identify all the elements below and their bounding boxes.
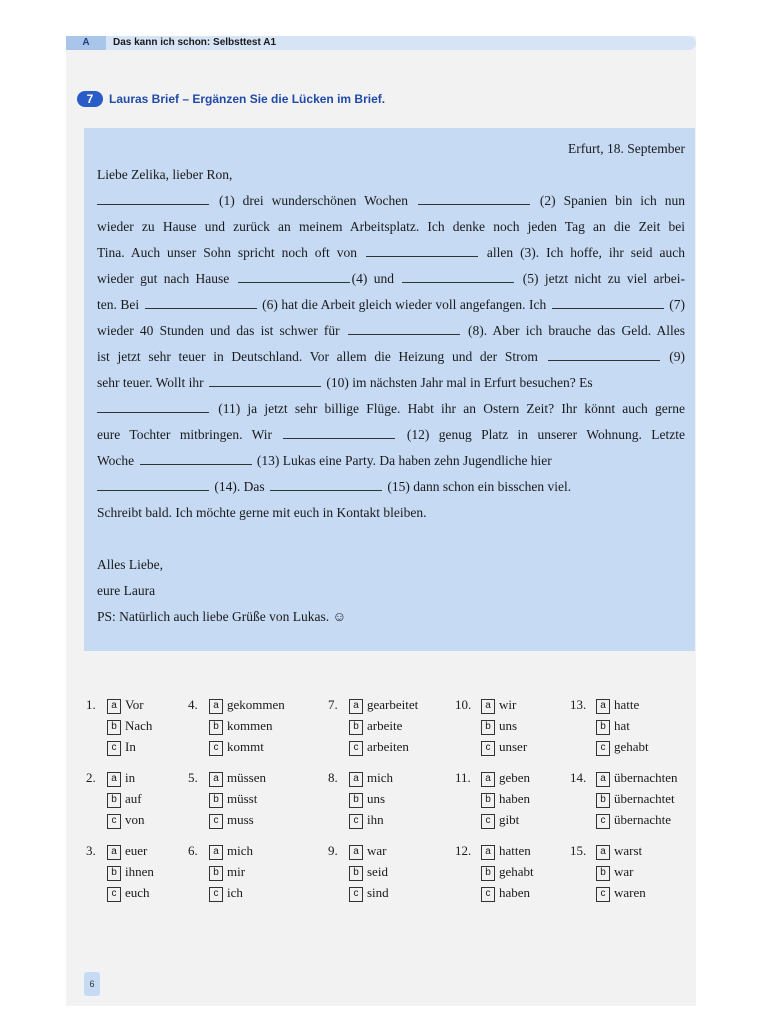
option-label: übernachtet (614, 791, 675, 806)
option-b[interactable] (349, 715, 402, 736)
option-letter-box[interactable]: b (107, 793, 121, 808)
option-b[interactable] (481, 788, 530, 809)
option-b[interactable] (349, 861, 388, 882)
option-label: ihn (367, 812, 384, 827)
option-label: euer (125, 843, 148, 858)
option-letter-box[interactable]: b (107, 866, 121, 881)
letter-line (97, 370, 685, 396)
letter-text-segment: (11) ja jetzt sehr billige Flüge. Habt ihr an Ostern Zeit? Ihr könnt auch gerne (211, 401, 685, 416)
option-label: haben (499, 791, 531, 806)
option-a[interactable] (349, 694, 418, 715)
option-c[interactable] (349, 809, 384, 830)
option-label: arbeite (367, 718, 403, 733)
option-a[interactable] (209, 767, 266, 788)
question-number: 5. (188, 770, 198, 785)
option-letter-box[interactable]: c (209, 814, 223, 829)
option-letter-box[interactable]: a (209, 699, 223, 714)
option-c[interactable] (481, 809, 519, 830)
option-letter-box[interactable]: a (107, 845, 121, 860)
option-a[interactable] (209, 694, 285, 715)
question-number: 2. (86, 770, 96, 785)
option-letter-box[interactable]: a (481, 699, 495, 714)
option-c[interactable] (107, 736, 136, 757)
option-label: uns (499, 718, 518, 733)
option-label: hatte (614, 697, 640, 712)
question-11 (455, 767, 585, 830)
letter-text-segment: sehr teuer. Wollt ihr (97, 375, 208, 390)
question-number: 1. (86, 697, 96, 712)
option-a[interactable] (596, 694, 639, 715)
option-label: auf (125, 791, 142, 806)
option-c[interactable] (596, 809, 671, 830)
option-label: gibt (499, 812, 520, 827)
letter-text-segment: (5) jetzt nicht zu viel arbei- (516, 271, 685, 286)
option-letter-box[interactable]: c (107, 814, 121, 829)
section-label: A (66, 36, 106, 50)
option-label: übernachten (614, 770, 678, 785)
letter-text-segment: (4) und (351, 271, 401, 286)
blank-gap[interactable] (552, 296, 664, 309)
letter-text-segment: ist jetzt sehr teuer in Deutschland. Vor allem die Heizung und der Strom (97, 349, 546, 364)
option-label: mich (227, 843, 253, 858)
option-c[interactable] (209, 809, 254, 830)
option-label: unser (499, 739, 528, 754)
option-letter-box[interactable]: b (481, 720, 495, 735)
option-letter-box[interactable]: c (209, 741, 223, 756)
blank-gap[interactable] (97, 192, 209, 205)
option-letter-box[interactable]: a (481, 845, 495, 860)
option-label: haben (499, 885, 531, 900)
option-c[interactable] (481, 736, 527, 757)
option-letter-box[interactable]: c (596, 741, 610, 756)
option-b[interactable] (481, 861, 534, 882)
option-label: Nach (125, 718, 153, 733)
letter-text-segment: Woche (97, 453, 138, 468)
letter-line (97, 344, 685, 370)
letter-text-segment: wieder 40 Stunden und das ist schwer für (97, 323, 346, 338)
question-13 (570, 694, 700, 757)
option-label: gearbeitet (367, 697, 419, 712)
option-label: ich (227, 885, 243, 900)
option-label: in (125, 770, 136, 785)
option-letter-box[interactable]: c (209, 887, 223, 902)
letter-date: Erfurt, 18. September (568, 141, 685, 156)
option-b[interactable] (209, 788, 257, 809)
option-letter-box[interactable]: c (349, 887, 363, 902)
blank-gap[interactable] (418, 192, 530, 205)
option-letter-box[interactable]: b (481, 793, 495, 808)
option-label: mich (367, 770, 393, 785)
option-letter-box[interactable]: b (209, 866, 223, 881)
question-10 (455, 694, 585, 757)
option-label: uns (367, 791, 386, 806)
option-label: arbeiten (367, 739, 409, 754)
question-15 (570, 840, 700, 903)
question-7 (328, 694, 453, 757)
letter-line (97, 240, 685, 266)
blank-gap[interactable] (238, 270, 350, 283)
letter-closing: Alles Liebe, (97, 557, 163, 572)
letter-text-segment: (14). Das (211, 479, 268, 494)
option-label: Vor (125, 697, 144, 712)
option-label: gehabt (614, 739, 649, 754)
letter-text-segment: (15) dann schon ein bisschen viel. (384, 479, 572, 494)
option-letter-box[interactable]: c (349, 741, 363, 756)
blank-gap[interactable] (97, 478, 209, 491)
option-a[interactable] (481, 694, 516, 715)
option-label: In (125, 739, 136, 754)
blank-gap[interactable] (140, 452, 252, 465)
option-a[interactable] (481, 767, 530, 788)
question-number: 6. (188, 843, 198, 858)
letter-line (97, 448, 685, 474)
letter-body (97, 188, 685, 526)
option-letter-box[interactable]: b (596, 720, 610, 735)
option-a[interactable] (107, 767, 135, 788)
option-a[interactable] (596, 840, 642, 861)
option-letter-box[interactable]: a (209, 845, 223, 860)
letter-text-segment: (13) Lukas eine Party. Da haben zehn Jugendliche hier (253, 453, 552, 468)
option-label: müsst (227, 791, 258, 806)
letter-line (97, 474, 685, 500)
option-letter-box[interactable]: a (596, 699, 610, 714)
question-number: 9. (328, 843, 338, 858)
option-b[interactable] (596, 715, 630, 736)
option-label: geben (499, 770, 531, 785)
option-letter-box[interactable]: c (481, 887, 495, 902)
option-a[interactable] (209, 840, 253, 861)
option-letter-box[interactable]: c (596, 887, 610, 902)
option-c[interactable] (107, 809, 145, 830)
option-c[interactable] (107, 882, 150, 903)
option-letter-box[interactable]: b (209, 793, 223, 808)
option-label: mir (227, 864, 246, 879)
question-6 (188, 840, 313, 903)
letter-text-segment: (2) Spanien bin ich nun (531, 193, 685, 208)
task-heading (77, 90, 385, 108)
option-label: ihnen (125, 864, 154, 879)
blank-gap[interactable] (270, 478, 382, 491)
option-b[interactable] (596, 861, 634, 882)
option-letter-box[interactable]: a (209, 772, 223, 787)
letter-line (97, 214, 685, 240)
question-number: 12. (455, 843, 472, 858)
option-b[interactable] (209, 715, 273, 736)
question-number: 14. (570, 770, 587, 785)
option-letter-box[interactable]: a (349, 772, 363, 787)
task-number-badge: 7 (77, 91, 103, 107)
option-letter-box[interactable]: c (107, 741, 121, 756)
question-4 (188, 694, 313, 757)
letter-salutation: Liebe Zelika, lieber Ron, (97, 167, 233, 182)
option-b[interactable] (596, 788, 675, 809)
letter-text-segment: (10) im nächsten Jahr mal in Erfurt besuchen? Es (323, 375, 593, 390)
option-label: sind (367, 885, 389, 900)
option-label: von (125, 812, 145, 827)
header-title: Das kann ich schon: Selbsttest A1 (113, 37, 277, 48)
question-number: 8. (328, 770, 338, 785)
blank-gap[interactable] (97, 400, 209, 413)
letter-signature: eure Laura (97, 583, 156, 598)
question-number: 11. (455, 770, 471, 785)
option-letter-box[interactable]: b (481, 866, 495, 881)
task-title: Lauras Brief – Ergänzen Sie die Lücken im Brief. (109, 92, 386, 106)
question-number: 7. (328, 697, 338, 712)
letter-text-segment: wieder gut nach Hause (97, 271, 236, 286)
letter-ps: PS: Natürlich auch liebe Grüße von Lukas. ☺ (97, 609, 347, 624)
letter-text-segment: eure Tochter mitbringen. Wir (97, 427, 282, 442)
option-letter-box[interactable]: c (481, 741, 495, 756)
option-label: euch (125, 885, 150, 900)
option-letter-box[interactable]: b (209, 720, 223, 735)
option-b[interactable] (349, 788, 385, 809)
option-label: warst (614, 843, 643, 858)
option-letter-box[interactable]: a (481, 772, 495, 787)
option-letter-box[interactable]: c (596, 814, 610, 829)
option-letter-box[interactable]: b (349, 720, 363, 735)
question-number: 3. (86, 843, 96, 858)
option-label: war (367, 843, 387, 858)
letter-text-segment: ten. Bei (97, 297, 143, 312)
option-c[interactable] (481, 882, 530, 903)
option-letter-box[interactable]: b (349, 793, 363, 808)
letter-text-segment: (6) hat die Arbeit gleich wieder voll angefangen. Ich (258, 297, 550, 312)
question-12 (455, 840, 585, 903)
option-b[interactable] (107, 861, 154, 882)
option-letter-box[interactable]: a (349, 845, 363, 860)
question-14 (570, 767, 700, 830)
question-number: 15. (570, 843, 587, 858)
option-letter-box[interactable]: b (349, 866, 363, 881)
option-letter-box[interactable]: b (107, 720, 121, 735)
blank-gap[interactable] (145, 296, 257, 309)
letter-text-segment: Schreibt bald. Ich möchte gerne mit euch in Kontakt bleiben. (97, 505, 427, 520)
letter-text-segment: Tina. Auch unser Sohn spricht noch oft von (97, 245, 364, 260)
blank-gap[interactable] (348, 322, 460, 335)
question-5 (188, 767, 313, 830)
option-label: gekommen (227, 697, 285, 712)
letter-text-segment: (1) drei wunderschönen Wochen (211, 193, 416, 208)
option-letter-box[interactable]: c (349, 814, 363, 829)
option-a[interactable] (349, 840, 387, 861)
question-9 (328, 840, 453, 903)
option-label: kommen (227, 718, 273, 733)
option-c[interactable] (209, 882, 243, 903)
option-letter-box[interactable]: c (481, 814, 495, 829)
option-a[interactable] (596, 767, 678, 788)
option-label: waren (614, 885, 646, 900)
letter-line (97, 188, 685, 214)
option-letter-box[interactable]: a (349, 699, 363, 714)
option-label: muss (227, 812, 254, 827)
option-label: hatten (499, 843, 531, 858)
option-letter-box[interactable]: b (596, 866, 610, 881)
page-number: 6 (84, 972, 100, 996)
option-label: seid (367, 864, 388, 879)
option-a[interactable] (107, 840, 147, 861)
question-number: 10. (455, 697, 472, 712)
letter-line (97, 266, 685, 292)
option-b[interactable] (107, 788, 142, 809)
question-number: 13. (570, 697, 587, 712)
option-label: hat (614, 718, 630, 733)
blank-gap[interactable] (283, 426, 395, 439)
letter-line (97, 396, 685, 422)
option-letter-box[interactable]: a (596, 845, 610, 860)
option-letter-box[interactable]: a (596, 772, 610, 787)
option-letter-box[interactable]: c (107, 887, 121, 902)
option-label: übernachte (614, 812, 672, 827)
option-letter-box[interactable]: a (107, 699, 121, 714)
option-c[interactable] (349, 736, 409, 757)
option-a[interactable] (481, 840, 531, 861)
blank-gap[interactable] (366, 244, 478, 257)
question-8 (328, 767, 453, 830)
option-b[interactable] (481, 715, 517, 736)
option-label: wir (499, 697, 517, 712)
option-label: gehabt (499, 864, 534, 879)
letter-line (97, 318, 685, 344)
option-a[interactable] (349, 767, 393, 788)
option-letter-box[interactable]: a (107, 772, 121, 787)
option-c[interactable] (596, 882, 646, 903)
option-label: war (614, 864, 634, 879)
letter-text-segment: (7) (665, 297, 685, 312)
option-label: müssen (227, 770, 266, 785)
blank-gap[interactable] (402, 270, 514, 283)
letter-line (97, 422, 685, 448)
option-c[interactable] (349, 882, 389, 903)
option-label: kommt (227, 739, 264, 754)
letter-line (97, 292, 685, 318)
letter-line (97, 500, 685, 526)
option-c[interactable] (209, 736, 264, 757)
letter-text-segment: (9) (661, 349, 685, 364)
option-b[interactable] (209, 861, 245, 882)
question-number: 4. (188, 697, 198, 712)
option-b[interactable] (107, 715, 152, 736)
letter-text-segment: wieder zu Hause und zurück an meinem Arbeitsplatz. Ich denke noch jeden Tag an die Zeit bei (97, 219, 685, 234)
blank-gap[interactable] (209, 374, 321, 387)
spacer (97, 526, 685, 552)
option-c[interactable] (596, 736, 649, 757)
blank-gap[interactable] (548, 348, 660, 361)
letter-text-segment: (8). Aber ich brauche das Geld. Alles (461, 323, 685, 338)
letter-text-segment: allen (3). Ich hoffe, ihr seid auch (479, 245, 685, 260)
option-letter-box[interactable]: b (596, 793, 610, 808)
letter-text (97, 136, 685, 630)
option-a[interactable] (107, 694, 144, 715)
letter-text-segment: (12) genug Platz in unserer Wohnung. Letzte (397, 427, 685, 442)
